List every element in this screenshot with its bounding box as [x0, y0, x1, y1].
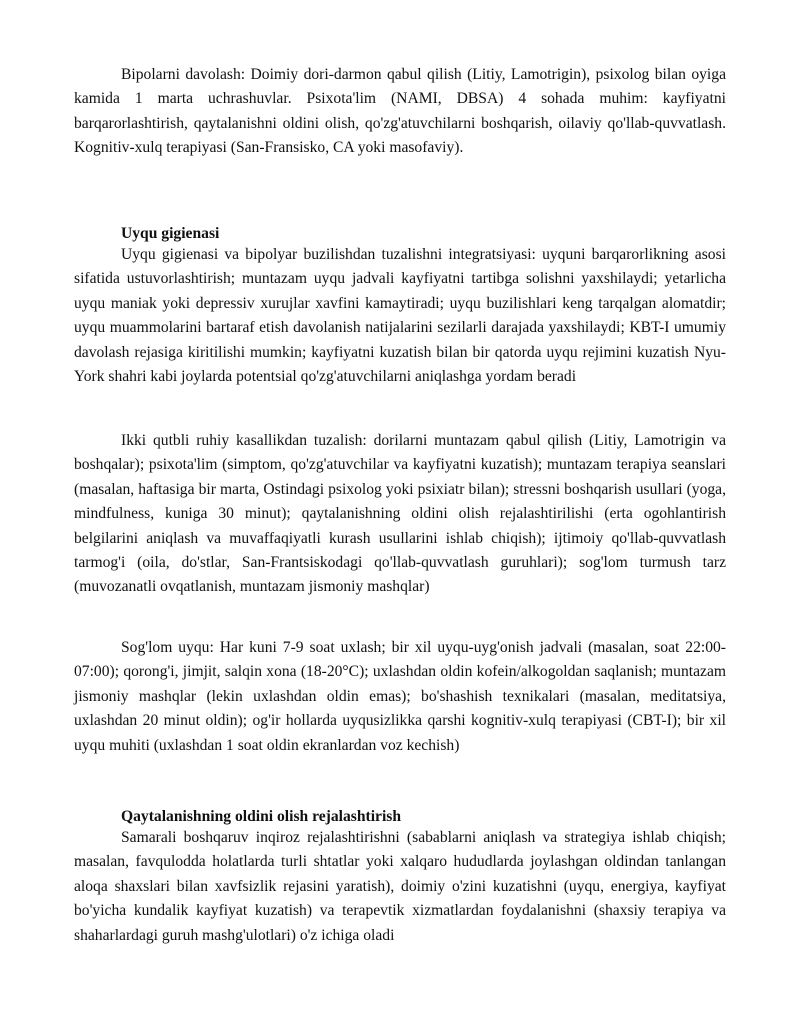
heading-sleep-hygiene: Uyqu gigienasi: [121, 225, 220, 242]
paragraph-healthy-sleep: Sog'lom uyqu: Har kuni 7-9 soat uxlash; bir xil uyqu-uyg'onish jadvali (masalan, soat 22:00-07:00); qorong'i, jimjit, salqin xona (18-20°C); uxlashdan oldin kofein/alkogoldan saqlanish; muntazam jismoniy mashqlar (lekin uxlashdan oldin emas); bo'shashish texnikalari (masalan, meditatsiya, uxlashdan 20 minut oldin); og'ir hollarda uyqusizlikka qarshi kognitiv-xulq terapiyasi (CBT-I); bir xil uyqu muhiti (uxlashdan 1 soat oldin ekranlardan voz kechish): [74, 639, 726, 754]
paragraph-bipolar-treatment: Bipolarni davolash: Doimiy dori-darmon qabul qilish (Litiy, Lamotrigin), psixolog bilan oyiga kamida 1 marta uchrashuvlar. Psixota'lim (NAMI, DBSA) 4 sohada muhim: kayfiyatni barqarorlashtirish, qaytalanishni oldini olish, qo'zg'atuvchilarni boshqarish, oilaviy qo'llab-quvvatlash. Kognitiv-xulq terapiyasi (San-Fransisko, CA yoki masofaviy).: [74, 66, 726, 157]
paragraph-sleep-hygiene: Uyqu gigienasi va bipolyar buzilishdan tuzalishni integratsiyasi: uyquni barqarorlikning asosi sifatida ustuvorlashtirish; muntazam uyqu jadvali kayfiyatni tartibga solishni yaxshilaydi; yetarlicha uyqu maniak yoki depressiv xurujlar xavfini kamaytiradi; uyqu buzilishlari keng tarqalgan alomatdir; uyqu muammolarini bartaraf etish davolanish natijalarini sezilarli darajada yaxshilaydi; KBT-I umumiy davolash rejasiga kiritilishi mumkin; kayfiyatni kuzatish bilan bir qatorda uyqu rejimini kuzatish Nyu-York shahri kabi joylarda potentsial qo'zg'atuvchilarni aniqlashga yordam beradi: [74, 246, 726, 386]
paragraph-relapse-prevention: Samarali boshqaruv inqiroz rejalashtirishni (sabablarni aniqlash va strategiya ishlab chiqish; masalan, favqulodda holatlarda turli shtatlar yoki xalqaro hududlarda joylashgan oldindan tanlangan aloqa shaxslari bilan xavfsizlik rejasini yaratish), doimiy o'zini kuzatishni (uyqu, energiya, kayfiyat bo'yicha kundalik kayfiyat kuzatish) va terapevtik xizmatlardan foydalanishni (shaxsiy terapiya va shaharlardagi guruh mashg'ulotlari) o'z ichiga oladi: [74, 829, 726, 944]
heading-relapse-prevention: Qaytalanishning oldini olish rejalashtirish: [121, 808, 402, 825]
paragraph-recovery: Ikki qutbli ruhiy kasallikdan tuzalish: dorilarni muntazam qabul qilish (Litiy, Lamotrigin va boshqalar); psixota'lim (simptom, qo'zg'atuvchilar va kayfiyatni kuzatish); muntazam terapiya seanslari (masalan, haftasiga bir marta, Ostindagi psixolog yoki psixiatr bilan); stressni boshqarish usullari (yoga, mindfulness, kuniga 30 minut); qaytalanishning oldini olish rejalashtirilishi (erta ogohlantirish belgilarini aniqlash va muvaffaqiyatli kurash usullarini ishlab chiqish); ijtimoiy qo'llab-quvvatlash tarmog'i (oila, do'stlar, San-Frantsiskodagi qo'llab-quvvatlash guruhlari); sog'lom turmush tarz (muvozanatli ovqatlanish, muntazam jismoniy mashqlar): [74, 432, 726, 596]
